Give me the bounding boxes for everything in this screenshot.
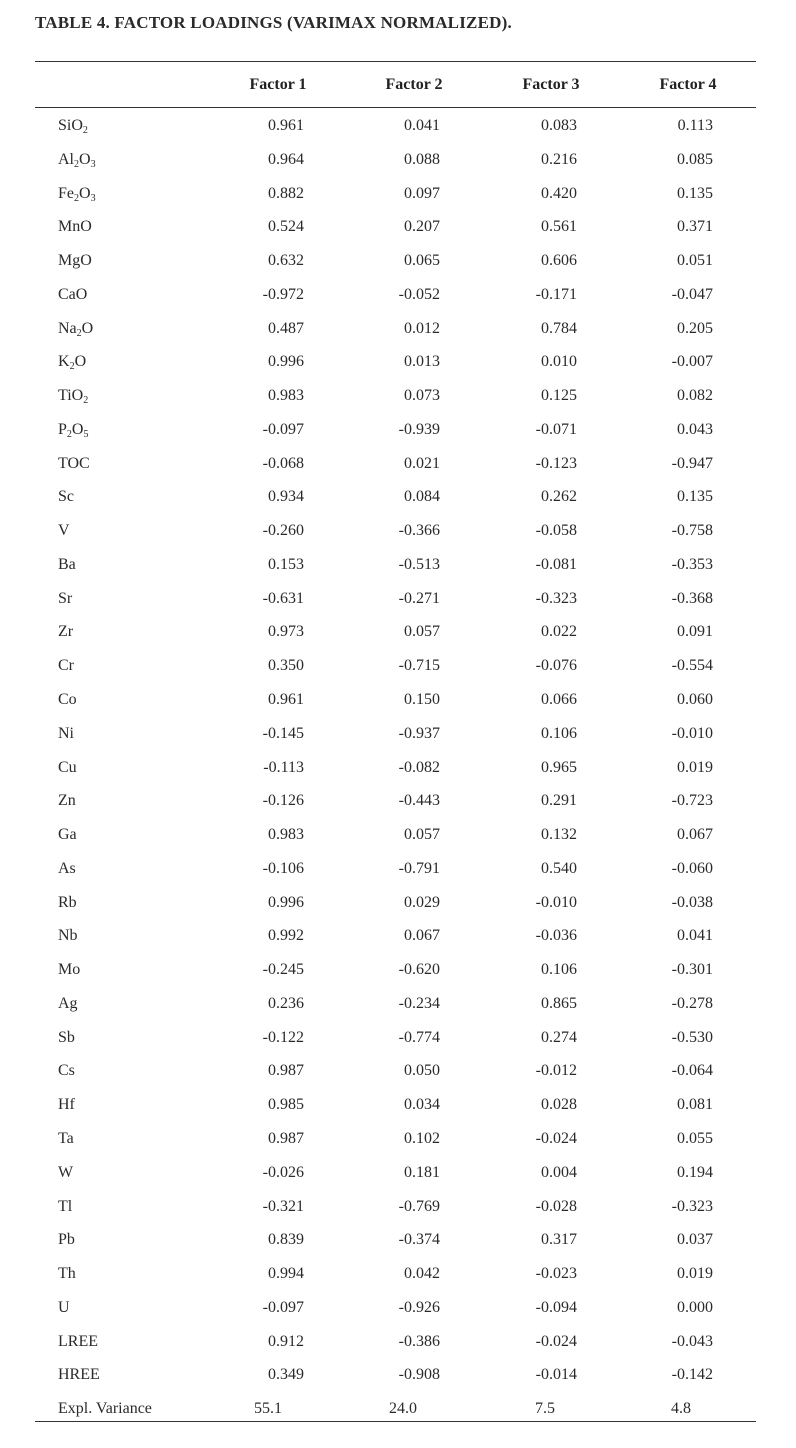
factor-4-value: -0.064 bbox=[671, 1062, 713, 1080]
factor-3-value: 0.540 bbox=[541, 859, 577, 877]
factor-4-value: 0.051 bbox=[677, 252, 713, 270]
row-label bbox=[58, 623, 73, 641]
factor-4-value: -0.060 bbox=[671, 859, 713, 877]
table-row bbox=[0, 620, 796, 654]
row-label-text: O bbox=[74, 353, 87, 371]
factor-2-value: 0.034 bbox=[404, 1096, 440, 1114]
factor-1-value: 0.632 bbox=[268, 252, 304, 270]
row-label-subscript: 3 bbox=[90, 192, 96, 204]
table-row bbox=[0, 857, 796, 891]
factor-1-value: 0.983 bbox=[268, 387, 304, 405]
row-label-text: O bbox=[71, 420, 84, 438]
factor-4-value: -0.007 bbox=[671, 353, 713, 371]
factor-2-value: 0.073 bbox=[404, 387, 440, 405]
factor-1-value: 0.350 bbox=[268, 657, 304, 675]
factor-1-value: 0.912 bbox=[268, 1332, 304, 1350]
factor-2-value: -0.052 bbox=[398, 285, 440, 303]
factor-4-value: 0.135 bbox=[677, 184, 713, 202]
column-header-factor-4: Factor 4 bbox=[659, 76, 717, 93]
factor-2-value: 0.021 bbox=[404, 454, 440, 472]
factor-3-value: 0.106 bbox=[541, 724, 577, 742]
table-body bbox=[0, 114, 796, 1431]
row-label bbox=[58, 657, 74, 675]
factor-3-value: -0.024 bbox=[535, 1129, 577, 1147]
factor-2-value: 0.084 bbox=[404, 488, 440, 506]
factor-2-value: -0.715 bbox=[398, 657, 440, 675]
factor-3-value: -0.076 bbox=[535, 657, 577, 675]
factor-1-value: 0.153 bbox=[268, 555, 304, 573]
factor-2-value: 0.012 bbox=[404, 319, 440, 337]
row-label-text: Cs bbox=[58, 1062, 75, 1080]
row-label-text: Cu bbox=[58, 758, 77, 776]
row-label bbox=[58, 117, 88, 135]
table-row bbox=[0, 1296, 796, 1330]
factor-2-value: -0.513 bbox=[398, 555, 440, 573]
factor-4-value: -0.353 bbox=[671, 555, 713, 573]
row-label-text: O bbox=[79, 184, 91, 202]
factor-4-value: -0.530 bbox=[671, 1028, 713, 1046]
row-label-text: As bbox=[58, 859, 76, 877]
factor-3-value: 0.317 bbox=[541, 1231, 577, 1249]
row-label bbox=[58, 218, 92, 236]
factor-1-value: -0.026 bbox=[262, 1163, 304, 1181]
row-label-subscript: 2 bbox=[66, 428, 72, 440]
row-label-text: Ba bbox=[58, 555, 76, 573]
factor-2-value: -0.769 bbox=[398, 1197, 440, 1215]
factor-2-value: -0.271 bbox=[398, 589, 440, 607]
row-label bbox=[58, 1198, 72, 1216]
factor-4-value: 0.043 bbox=[677, 420, 713, 438]
factor-1-value: 0.236 bbox=[268, 994, 304, 1012]
row-label-text: HREE bbox=[58, 1366, 100, 1384]
factor-2-value: -0.939 bbox=[398, 420, 440, 438]
row-label-text: K bbox=[58, 353, 70, 371]
row-label-text: Na bbox=[58, 319, 77, 337]
factor-2-value: 0.181 bbox=[404, 1163, 440, 1181]
factor-1-value: -0.972 bbox=[262, 285, 304, 303]
factor-4-value: 0.091 bbox=[677, 623, 713, 641]
factor-1-value: 0.961 bbox=[268, 691, 304, 709]
factor-3-value: 0.022 bbox=[541, 623, 577, 641]
table-row bbox=[0, 1262, 796, 1296]
table-row bbox=[0, 992, 796, 1026]
factor-2-value: 0.102 bbox=[404, 1129, 440, 1147]
table-row bbox=[0, 114, 796, 148]
row-label bbox=[58, 1299, 70, 1317]
factor-4-value: -0.142 bbox=[671, 1366, 713, 1384]
row-label bbox=[58, 286, 87, 304]
factor-1-value: 0.964 bbox=[268, 150, 304, 168]
factor-2-value: -0.443 bbox=[398, 792, 440, 810]
factor-2-value: 0.029 bbox=[404, 893, 440, 911]
factor-4-value: 0.113 bbox=[677, 117, 713, 134]
variance-row bbox=[0, 1397, 796, 1431]
factor-3-value: 0.965 bbox=[541, 758, 577, 776]
factor-1-value: 0.882 bbox=[268, 184, 304, 202]
variance-label: Expl. Variance bbox=[58, 1400, 152, 1418]
factor-2-value: -0.926 bbox=[398, 1298, 440, 1316]
factor-1-value: -0.145 bbox=[262, 724, 304, 742]
factor-2-value: 0.041 bbox=[404, 117, 440, 134]
row-label bbox=[58, 759, 77, 777]
factor-2-value: 0.097 bbox=[404, 184, 440, 202]
row-label-text: Al bbox=[58, 150, 74, 168]
factor-1-value: -0.122 bbox=[262, 1028, 304, 1046]
factor-1-value: 0.961 bbox=[268, 117, 304, 134]
factor-3-value: -0.071 bbox=[535, 420, 577, 438]
row-label bbox=[58, 826, 77, 844]
factor-4-value: 0.019 bbox=[677, 758, 713, 776]
table-row bbox=[0, 182, 796, 216]
factor-4-value: 0.194 bbox=[677, 1163, 713, 1181]
factor-1-value: -0.068 bbox=[262, 454, 304, 472]
factor-3-value: -0.171 bbox=[535, 285, 577, 303]
factor-2-value: 0.057 bbox=[404, 623, 440, 641]
variance-factor-1: 55.1 bbox=[254, 1400, 282, 1418]
factor-4-value: -0.723 bbox=[671, 792, 713, 810]
factor-2-value: 0.065 bbox=[404, 252, 440, 270]
factor-2-value: 0.088 bbox=[404, 150, 440, 168]
factor-2-value: 0.207 bbox=[404, 218, 440, 236]
row-label-text: W bbox=[58, 1163, 74, 1181]
factor-1-value: 0.487 bbox=[268, 319, 304, 337]
factor-4-value: -0.323 bbox=[671, 1197, 713, 1215]
table-row bbox=[0, 418, 796, 452]
factor-2-value: 0.067 bbox=[404, 927, 440, 945]
row-label-text: Si bbox=[58, 117, 72, 134]
row-label-subscript: 2 bbox=[83, 395, 89, 407]
row-label-text: Cr bbox=[58, 657, 74, 675]
factor-3-value: 0.028 bbox=[541, 1096, 577, 1114]
row-label-text: V bbox=[58, 522, 70, 540]
row-label bbox=[58, 1366, 100, 1384]
factor-1-value: -0.097 bbox=[262, 1298, 304, 1316]
table-row bbox=[0, 1026, 796, 1060]
factor-3-value: 0.606 bbox=[541, 252, 577, 270]
factor-1-value: 0.973 bbox=[268, 623, 304, 641]
column-header-factor-2: Factor 2 bbox=[385, 76, 443, 93]
row-label bbox=[58, 1231, 75, 1249]
factor-3-value: 0.216 bbox=[541, 150, 577, 168]
factor-4-value: -0.038 bbox=[671, 893, 713, 911]
table-row bbox=[0, 891, 796, 925]
factor-2-value: 0.050 bbox=[404, 1062, 440, 1080]
factor-1-value: -0.113 bbox=[263, 758, 304, 776]
column-header-factor-1: Factor 1 bbox=[249, 76, 307, 93]
row-label-text: Co bbox=[58, 691, 77, 709]
row-label bbox=[58, 927, 78, 945]
row-label-text: Sb bbox=[58, 1028, 75, 1046]
factor-1-value: -0.126 bbox=[262, 792, 304, 810]
row-label-subscript: 2 bbox=[82, 125, 88, 136]
row-label bbox=[58, 691, 77, 709]
variance-factor-2: 24.0 bbox=[389, 1400, 417, 1418]
factor-1-value: -0.260 bbox=[262, 522, 304, 540]
row-label bbox=[58, 961, 80, 979]
row-label-text: Ag bbox=[58, 994, 78, 1012]
column-header-factor-3: Factor 3 bbox=[522, 76, 580, 93]
table-title: TABLE 4. FACTOR LOADINGS (VARIMAX NORMALIZED). bbox=[35, 13, 512, 32]
row-label bbox=[58, 455, 90, 473]
factor-4-value: 0.055 bbox=[677, 1129, 713, 1147]
factor-3-value: 0.291 bbox=[541, 792, 577, 810]
factor-1-value: 0.996 bbox=[268, 893, 304, 911]
row-label bbox=[58, 421, 88, 439]
row-label-text: O bbox=[81, 319, 94, 337]
header-rule bbox=[35, 107, 756, 108]
table-row bbox=[0, 688, 796, 722]
table-row bbox=[0, 722, 796, 756]
table-row bbox=[0, 789, 796, 823]
factor-1-value: 0.985 bbox=[268, 1096, 304, 1114]
table-row bbox=[0, 587, 796, 621]
factor-4-value: -0.368 bbox=[671, 589, 713, 607]
factor-3-value: 0.420 bbox=[541, 184, 577, 202]
factor-3-value: -0.012 bbox=[535, 1062, 577, 1080]
row-label-text: LREE bbox=[58, 1332, 98, 1350]
factor-3-value: 0.262 bbox=[541, 488, 577, 506]
factor-2-value: -0.908 bbox=[398, 1366, 440, 1384]
table-row bbox=[0, 553, 796, 587]
row-label bbox=[58, 995, 78, 1013]
factor-4-value: 0.371 bbox=[677, 218, 713, 236]
factor-2-value: 0.150 bbox=[404, 691, 440, 709]
factor-1-value: -0.631 bbox=[262, 589, 304, 607]
factor-3-value: 0.083 bbox=[541, 117, 577, 134]
row-label-text: P bbox=[58, 420, 67, 438]
factor-2-value: 0.042 bbox=[404, 1265, 440, 1283]
factor-1-value: 0.987 bbox=[268, 1062, 304, 1080]
row-label bbox=[58, 1130, 74, 1148]
factor-3-value: -0.081 bbox=[535, 555, 577, 573]
factor-1-value: -0.106 bbox=[262, 859, 304, 877]
row-label bbox=[58, 556, 76, 574]
row-label bbox=[58, 488, 74, 506]
factor-2-value: -0.937 bbox=[398, 724, 440, 742]
factor-1-value: 0.524 bbox=[268, 218, 304, 236]
row-label-text: Tl bbox=[58, 1197, 73, 1215]
row-label bbox=[58, 1096, 75, 1114]
variance-factor-3: 7.5 bbox=[535, 1400, 555, 1418]
table-row bbox=[0, 924, 796, 958]
factor-4-value: -0.047 bbox=[671, 285, 713, 303]
factor-4-value: -0.301 bbox=[671, 961, 713, 979]
factor-4-value: 0.085 bbox=[677, 150, 713, 168]
row-label-text: Fe bbox=[58, 184, 74, 202]
row-label-subscript: 5 bbox=[83, 428, 89, 440]
factor-2-value: -0.366 bbox=[398, 522, 440, 540]
factor-3-value: 0.004 bbox=[541, 1163, 577, 1181]
factor-4-value: 0.041 bbox=[677, 927, 713, 945]
factor-3-value: 0.125 bbox=[541, 387, 577, 405]
factor-3-value: -0.123 bbox=[535, 454, 577, 472]
table-row bbox=[0, 215, 796, 249]
row-label-text: O bbox=[79, 150, 91, 168]
factor-4-value: -0.010 bbox=[671, 724, 713, 742]
table-row bbox=[0, 1330, 796, 1364]
row-label bbox=[58, 387, 88, 405]
table-row bbox=[0, 1059, 796, 1093]
factor-1-value: 0.996 bbox=[268, 353, 304, 371]
row-label-text: Sr bbox=[58, 589, 73, 607]
bottom-rule bbox=[35, 1421, 756, 1422]
factor-4-value: -0.947 bbox=[671, 454, 713, 472]
table-row bbox=[0, 756, 796, 790]
factor-2-value: -0.234 bbox=[398, 994, 440, 1012]
factor-4-value: 0.082 bbox=[677, 387, 713, 405]
factor-2-value: 0.057 bbox=[404, 826, 440, 844]
row-label bbox=[58, 1062, 75, 1080]
table-row bbox=[0, 1195, 796, 1229]
factor-4-value: 0.135 bbox=[677, 488, 713, 506]
row-label-text: Ga bbox=[58, 826, 77, 844]
table-row bbox=[0, 485, 796, 519]
row-label-text: Hf bbox=[58, 1096, 75, 1114]
factor-1-value: -0.245 bbox=[262, 961, 304, 979]
table-row bbox=[0, 1228, 796, 1262]
factor-4-value: 0.205 bbox=[677, 319, 713, 337]
top-rule bbox=[35, 61, 756, 62]
row-label-text: MnO bbox=[58, 218, 92, 236]
table-row bbox=[0, 350, 796, 384]
row-label-text: MgO bbox=[58, 252, 92, 270]
factor-3-value: -0.094 bbox=[535, 1298, 577, 1316]
factor-3-value: -0.010 bbox=[535, 893, 577, 911]
factor-3-value: 0.784 bbox=[541, 319, 577, 337]
factor-3-value: 0.132 bbox=[541, 826, 577, 844]
row-label bbox=[58, 522, 70, 540]
row-label bbox=[58, 320, 93, 338]
row-label bbox=[58, 590, 72, 608]
row-label bbox=[58, 252, 92, 270]
table-row bbox=[0, 317, 796, 351]
factor-3-value: -0.058 bbox=[535, 522, 577, 540]
row-label bbox=[58, 151, 96, 169]
factor-4-value: -0.278 bbox=[671, 994, 713, 1012]
row-label-subscript: 2 bbox=[74, 158, 79, 170]
factor-3-value: -0.023 bbox=[535, 1265, 577, 1283]
row-label-text: U bbox=[58, 1298, 70, 1316]
factor-2-value: -0.386 bbox=[398, 1332, 440, 1350]
factor-1-value: -0.321 bbox=[262, 1197, 304, 1215]
table-row bbox=[0, 283, 796, 317]
row-label bbox=[58, 725, 74, 743]
factor-1-value: 0.987 bbox=[268, 1129, 304, 1147]
factor-4-value: 0.067 bbox=[677, 826, 713, 844]
table-row bbox=[0, 148, 796, 182]
factor-3-value: 0.010 bbox=[541, 353, 577, 371]
row-label-text: Sc bbox=[58, 488, 74, 506]
factor-3-value: 0.561 bbox=[541, 218, 577, 236]
table-row bbox=[0, 452, 796, 486]
row-label-subscript: 2 bbox=[69, 361, 75, 373]
row-label-text: CaO bbox=[58, 285, 88, 303]
factor-1-value: 0.983 bbox=[268, 826, 304, 844]
row-label-subscript: 2 bbox=[74, 192, 79, 204]
factor-4-value: -0.554 bbox=[671, 657, 713, 675]
factor-4-value: 0.000 bbox=[677, 1298, 713, 1316]
row-label bbox=[58, 860, 76, 878]
row-label bbox=[58, 1164, 73, 1182]
factor-1-value: 0.994 bbox=[268, 1265, 304, 1283]
factor-4-value: 0.060 bbox=[677, 691, 713, 709]
table-row bbox=[0, 249, 796, 283]
factor-3-value: 0.066 bbox=[541, 691, 577, 709]
row-label bbox=[58, 894, 77, 912]
row-label-text: O bbox=[71, 117, 83, 134]
row-label-text: Mo bbox=[58, 961, 81, 979]
factor-4-value: 0.081 bbox=[677, 1096, 713, 1114]
row-label-text: Th bbox=[58, 1265, 76, 1283]
row-label bbox=[58, 1029, 75, 1047]
row-label-text: Nb bbox=[58, 927, 78, 945]
factor-4-value: -0.043 bbox=[671, 1332, 713, 1350]
row-label bbox=[58, 1333, 98, 1351]
row-label-text: TOC bbox=[58, 454, 90, 472]
table-row bbox=[0, 958, 796, 992]
row-label-text: TiO bbox=[58, 387, 84, 405]
row-label bbox=[58, 185, 96, 203]
factor-2-value: 0.013 bbox=[404, 353, 440, 371]
row-label-text: Zn bbox=[58, 792, 76, 810]
factor-1-value: 0.839 bbox=[268, 1231, 304, 1249]
factor-1-value: 0.349 bbox=[268, 1366, 304, 1384]
table-row bbox=[0, 654, 796, 688]
row-label-text: Rb bbox=[58, 893, 77, 911]
table-row bbox=[0, 823, 796, 857]
factor-3-value: 0.274 bbox=[541, 1028, 577, 1046]
factor-2-value: -0.374 bbox=[398, 1231, 440, 1249]
factor-3-value: -0.014 bbox=[535, 1366, 577, 1384]
factor-1-value: 0.992 bbox=[268, 927, 304, 945]
factor-3-value: -0.323 bbox=[535, 589, 577, 607]
factor-3-value: -0.024 bbox=[535, 1332, 577, 1350]
factor-4-value: 0.037 bbox=[677, 1231, 713, 1249]
row-label-text: Zr bbox=[58, 623, 74, 641]
table-row bbox=[0, 519, 796, 553]
row-label-text: Ta bbox=[58, 1129, 74, 1147]
factor-3-value: -0.036 bbox=[535, 927, 577, 945]
factor-3-value: 0.865 bbox=[541, 994, 577, 1012]
row-label bbox=[58, 792, 76, 810]
factor-4-value: -0.758 bbox=[671, 522, 713, 540]
factor-2-value: -0.082 bbox=[398, 758, 440, 776]
factor-1-value: -0.097 bbox=[262, 420, 304, 438]
factor-3-value: -0.028 bbox=[535, 1197, 577, 1215]
row-label-text: Ni bbox=[58, 724, 74, 742]
row-label-subscript: 3 bbox=[90, 158, 96, 170]
factor-2-value: -0.791 bbox=[398, 859, 440, 877]
table-row bbox=[0, 1093, 796, 1127]
row-label bbox=[58, 353, 86, 371]
variance-factor-4: 4.8 bbox=[671, 1400, 691, 1418]
table-row bbox=[0, 1161, 796, 1195]
factor-2-value: -0.774 bbox=[398, 1028, 440, 1046]
table-row bbox=[0, 1127, 796, 1161]
row-label-text: Pb bbox=[58, 1231, 75, 1249]
factor-1-value: 0.934 bbox=[268, 488, 304, 506]
table-row bbox=[0, 1363, 796, 1397]
factor-4-value: 0.019 bbox=[677, 1265, 713, 1283]
row-label-subscript: 2 bbox=[76, 327, 82, 339]
factor-2-value: -0.620 bbox=[398, 961, 440, 979]
row-label bbox=[58, 1265, 76, 1283]
table-row bbox=[0, 384, 796, 418]
factor-3-value: 0.106 bbox=[541, 961, 577, 979]
